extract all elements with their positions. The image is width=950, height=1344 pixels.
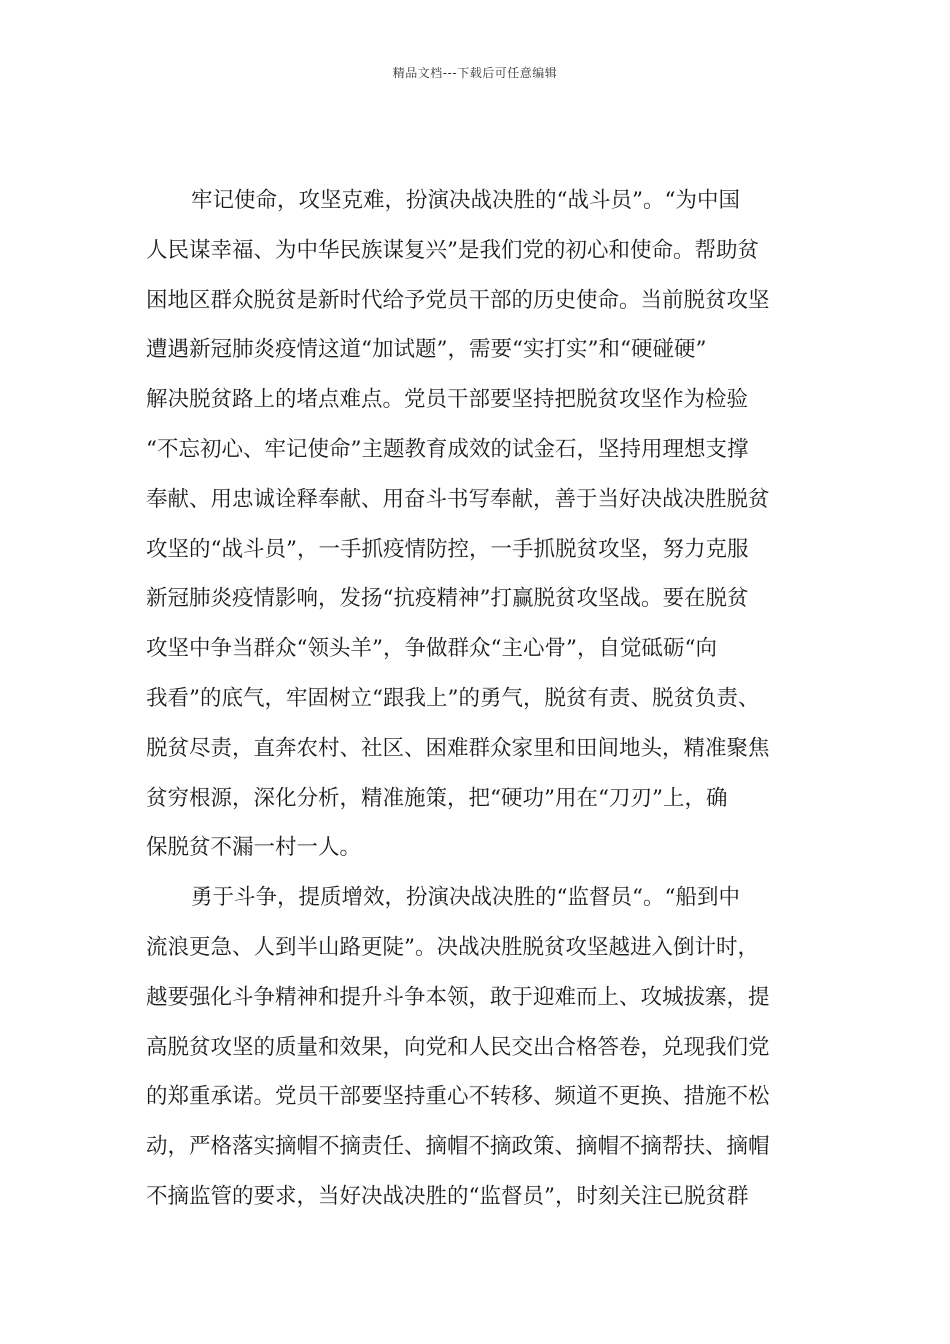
page-header: 精品文档---下载后可任意编辑	[392, 66, 558, 80]
text-line: 脱贫尽责，直奔农村、社区、困难群众家里和田间地头，精准聚焦	[146, 735, 770, 761]
text-line: 不摘监管的要求，当好决战决胜的“监督员”，时刻关注已脱贫群	[146, 1183, 749, 1209]
text-line: 我看”的底气，牢固树立“跟我上”的勇气，脱贫有责、脱贫负责、	[146, 685, 760, 711]
text-line: 攻坚中争当群众“领头羊”，争做群众“主心骨”，自觉砥砺“向	[146, 636, 717, 662]
text-line: 新冠肺炎疫情影响，发扬“抗疫精神”打赢脱贫攻坚战。要在脱贫	[146, 586, 749, 612]
text-line: “不忘初心、牢记使命”主题教育成效的试金石，坚持用理想支撑	[146, 436, 749, 462]
text-line: 动，严格落实摘帽不摘责任、摘帽不摘政策、摘帽不摘帮扶、摘帽	[146, 1134, 770, 1160]
text-line: 攻坚的“战斗员”，一手抓疫情防控，一手抓脱贫攻坚，努力克服	[146, 536, 749, 562]
text-line: 解决脱贫路上的堵点难点。党员干部要坚持把脱贫攻坚作为检验	[146, 387, 749, 413]
text-line: 人民谋幸福、为中华民族谋复兴”是我们党的初心和使命。帮助贫	[146, 237, 759, 263]
text-line: 流浪更急、人到半山路更陡”。决战决胜脱贫攻坚越进入倒计时，	[146, 934, 759, 960]
text-line: 牢记使命，攻坚克难，扮演决战决胜的“战斗员”。“为中国	[191, 188, 740, 213]
text-line: 越要强化斗争精神和提升斗争本领，敢于迎难而上、攻城拔寨，提	[146, 984, 770, 1010]
document-body	[146, 176, 836, 1222]
paragraph-1	[146, 176, 836, 873]
text-line: 遭遇新冠肺炎疫情这道“加试题”，需要“实打实”和“硬碰硬”	[146, 337, 707, 363]
text-line: 奉献、用忠诚诠释奉献、用奋斗书写奉献，善于当好决战决胜脱贫	[146, 486, 770, 512]
text-line: 的郑重承诺。党员干部要坚持重心不转移、频道不更换、措施不松	[146, 1084, 770, 1110]
text-line: 困地区群众脱贫是新时代给予党员干部的历史使命。当前脱贫攻坚	[146, 287, 770, 313]
text-line: 高脱贫攻坚的质量和效果，向党和人民交出合格答卷，兑现我们党	[146, 1034, 770, 1060]
text-line: 勇于斗争，提质增效，扮演决战决胜的“监督员“。“船到中	[191, 885, 740, 911]
text-line: 贫穷根源，深化分析，精准施策，把“硬功”用在“刀刃”上，确	[146, 785, 728, 811]
text-line: 保脱贫不漏一村一人。	[146, 835, 362, 861]
paragraph-2	[146, 873, 836, 1222]
